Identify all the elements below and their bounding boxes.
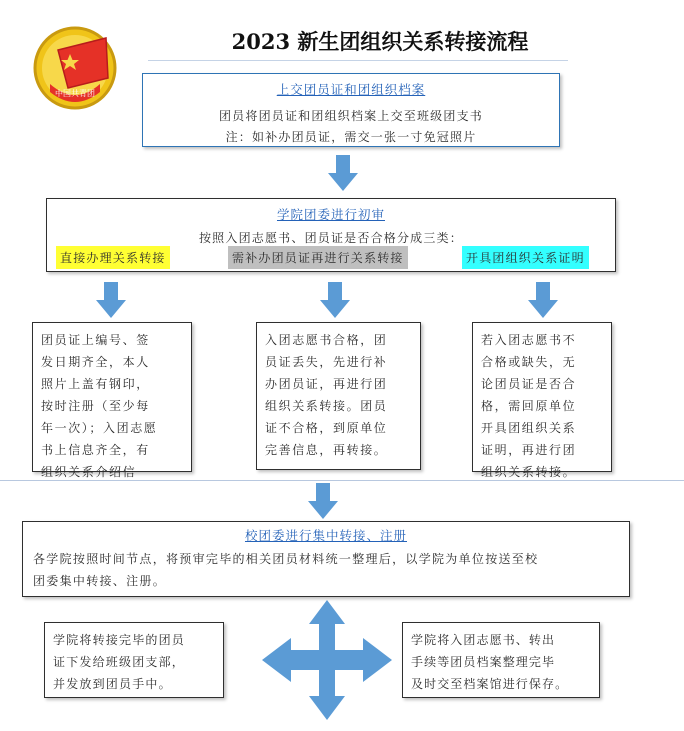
arrow-down-icon — [308, 483, 338, 523]
final-left-box — [44, 622, 224, 698]
arrow-down-icon — [320, 282, 350, 322]
step2-heading: 学院团委进行初审 — [276, 207, 385, 222]
step1-box — [142, 73, 560, 147]
step1-heading: 上交团员证和团组织档案 — [276, 82, 426, 97]
step2-line1: 按照入团志愿书、团员证是否合格分成三类： — [198, 231, 463, 245]
step1-line1: 团员将团员证和团组织档案上交至班级团支书 — [218, 109, 483, 123]
column3-text: 若入团志愿书不 合格或缺失，无 论团员证是否合 格，需回原单位 开具团组织关系 证明，再进行团 组织关系转接。 — [481, 333, 577, 479]
final-right-text: 学院将入团志愿书、转出 手续等团员档案整理完毕 及时交至档案馆进行保存。 — [411, 633, 569, 691]
column1-text: 团员证上编号、签 发日期齐全，本人 照片上盖有钢印， 按时注册（至少每 年一次）；入团志愿 书上信息齐全，有 组织关系介绍信 — [41, 333, 158, 479]
page-title: 2023 新生团组织关系转接流程 — [231, 29, 529, 54]
category-reissue-card: 需补办团员证再进行关系转接 — [228, 246, 408, 269]
final-right-box — [402, 622, 600, 698]
column2-box — [256, 322, 421, 470]
arrow-down-icon — [328, 155, 358, 195]
title-underline — [148, 60, 568, 61]
column1-box — [32, 322, 192, 479]
final-left-text: 学院将转接完毕的团员 证下发给班级团支部， 并发放到团员手中。 — [53, 633, 186, 691]
step3-box — [22, 521, 630, 597]
logo-text: 中国共青团 — [55, 89, 95, 98]
step3-line1: 各学院按照时间节点，将预审完毕的相关团员材料统一整理后，以学院为单位按送至校 — [33, 552, 539, 566]
column2-text: 入团志愿书合格，团 员证丢失，先进行补 办团员证，再进行团 组织关系转接。团员 证不合格，到原单位 完善信息，再转接。 — [265, 333, 388, 457]
four-way-arrow-icon — [262, 600, 392, 720]
youth-league-logo — [28, 20, 123, 115]
arrow-down-icon — [96, 282, 126, 322]
category-direct-transfer: 直接办理关系转接 — [56, 246, 170, 269]
section-divider — [0, 480, 684, 481]
category-issue-certificate: 开具团组织关系证明 — [462, 246, 589, 269]
step1-line2: 注：如补办团员证，需交一张一寸免冠照片 — [225, 130, 477, 144]
arrow-down-icon — [528, 282, 558, 322]
column3-box — [472, 322, 612, 479]
step3-line2: 团委集中转接、注册。 — [33, 574, 167, 588]
step3-heading: 校团委进行集中转接、注册 — [244, 528, 407, 543]
